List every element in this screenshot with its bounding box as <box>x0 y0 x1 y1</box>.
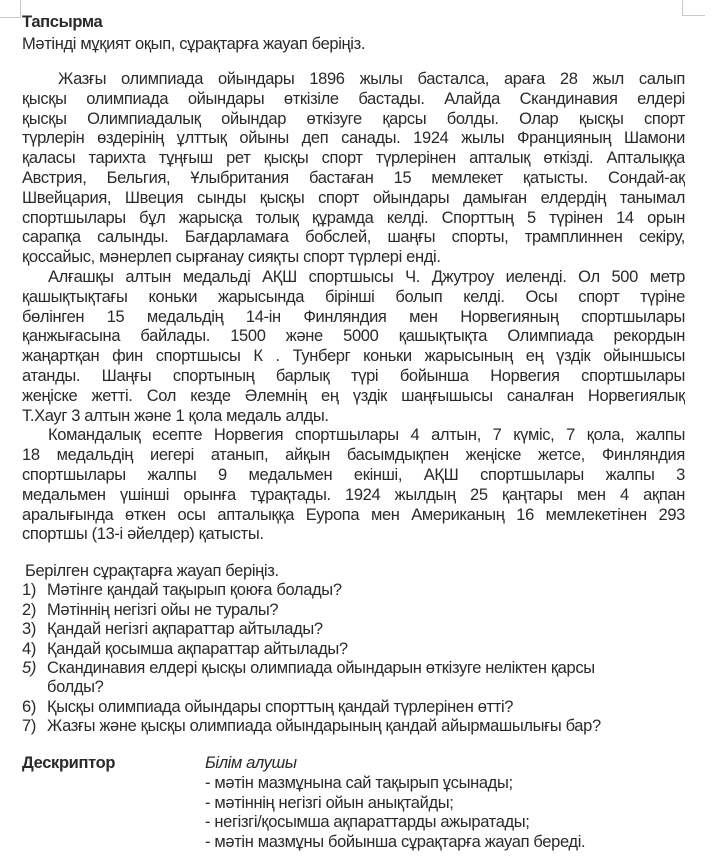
paragraph-line: бөлінген 15 медальдің 14-ін Финляндия мен Норвегияның спортшылары <box>22 307 685 326</box>
question-number: 7) <box>22 717 36 736</box>
descriptor-list <box>205 754 585 853</box>
paragraph-line: жаңартқан фин спортшысы К . Тунберг коньки жарысының ең үздік ойыншысы <box>22 347 685 366</box>
question-number: 4) <box>22 639 36 658</box>
paragraph-line: атанды. Шаңғы спортының барлық түрі бойынша Норвегия спортшылары <box>22 366 685 385</box>
task-title: Тапсырма <box>22 13 103 31</box>
question-text-line: Скандинавия елдері қысқы олимпиада ойындарын өткізуге неліктен қарсы <box>47 658 595 677</box>
paragraph-line: қаласы тарихта тұңғыш рет қысқы спорт түрлерінен апталық өткізді. Апталыққа <box>22 149 685 168</box>
question-text <box>47 601 278 620</box>
question-text-line: Мәтіннің негізгі ойы не туралы? <box>47 600 279 619</box>
question-number: 3) <box>22 620 36 639</box>
question-text <box>47 659 595 698</box>
paragraph-line: қанжығасына байлады. 1500 және 5000 қашықтықта Олимпиада рекордын <box>22 327 685 346</box>
paragraph-line: сарапқа салынды. Бағдарламаға бобслей, шаңғы спорты, трамплиннен секіру, <box>22 228 685 247</box>
question-item <box>22 601 702 620</box>
question-text <box>47 581 342 600</box>
question-text-line: Қысқы олимпиада ойындары спорттың қандай түрлерінен өтті? <box>47 697 514 716</box>
paragraph-line: қашықтықтағы коньки жарысында бірінші болып келді. Осы спорт түріне <box>22 287 685 306</box>
question-text <box>47 698 513 717</box>
questions-section <box>22 562 702 737</box>
question-item <box>22 659 702 698</box>
paragraph <box>22 268 685 426</box>
page-corner-mark-right <box>682 0 705 16</box>
question-text <box>47 717 601 736</box>
descriptor-item: - мәтін мазмұны бойынша сұрақтарға жауап береді. <box>205 833 586 852</box>
paragraph-line: спортшы (13-і әйелдер) қатысты. <box>22 525 264 544</box>
paragraph-line: аралығында өткен осы апталыққа Еуропа мен Американың 16 мемлекетінен 293 <box>22 505 685 524</box>
questions-intro: Берілген сұрақтарға жауап беріңіз. <box>25 562 279 580</box>
paragraph-line: спортшылары бұл жарысқа толық құрамда келді. Спорттың 5 түрінен 14 орын <box>22 208 685 227</box>
question-text <box>47 640 348 659</box>
question-text-line: Мәтінге қандай тақырып қоюға болады? <box>47 581 342 600</box>
question-number: 2) <box>22 600 36 619</box>
question-item <box>22 640 702 659</box>
reading-passage <box>22 70 685 545</box>
paragraph-line: қысқы Олимпиадалық ойындар өткізуге қарсы болды. Олар қысқы спорт <box>22 109 685 128</box>
questions-list <box>22 581 702 736</box>
descriptor-subject: Білім алушы <box>205 754 297 772</box>
paragraph-line: Алғашқы алтын медальді АҚШ спортшысы Ч. Джутроу иеленді. Ол 500 метр <box>48 267 685 286</box>
paragraph-line: Жазғы олимпиада ойындары 1896 жылы басталса, араға 28 жыл салып <box>58 70 685 88</box>
paragraph-line: 18 медальдің иегері атанып, айқын басымдықпен жеңіске жетсе, Финляндия <box>22 446 685 465</box>
descriptor-item: - негізгі/қосымша ақпараттарды ажыратады; <box>205 813 530 832</box>
question-text-line: болды? <box>47 678 104 697</box>
question-item <box>22 717 702 736</box>
question-item <box>22 581 702 600</box>
paragraph-line: қоссайыс, мәнерлеп сырғанау сияқты спорт түрлері енді. <box>22 248 441 267</box>
question-text-line: Қандай негізгі ақпараттар айтылады? <box>47 620 323 639</box>
paragraph <box>22 70 685 268</box>
descriptor-item: - мәтін мазмұнына сай тақырып ұсынады; <box>205 773 513 792</box>
paragraph-line: қысқы олимпиада ойындары өткізіле бастады. Алайда Скандинавия елдері <box>22 89 685 108</box>
question-text-line: Қандай қосымша ақпараттар айтылады? <box>47 639 348 658</box>
paragraph-line: Швейцария, Швеция сынды қысқы спорт ойындары дамыған елдердің танымал <box>22 188 685 207</box>
question-item <box>22 698 702 717</box>
descriptor-item: - мәтіннің негізгі ойын анықтайды; <box>205 793 454 812</box>
question-text-line: Жазғы және қысқы олимпиада ойындарының қандай айырмашылығы бар? <box>47 717 601 736</box>
question-item <box>22 620 702 639</box>
question-number: 6) <box>22 697 36 716</box>
question-number: 5) <box>22 658 36 677</box>
page-corner-mark-left <box>0 0 21 18</box>
paragraph <box>22 426 685 545</box>
question-text <box>47 620 323 639</box>
paragraph-line: жеңіске жетті. Сол кезде Әлемнің ең үздік шаңғышысы саналған Норвегиялық <box>22 386 685 405</box>
task-instruction: Мәтінді мұқият оқып, сұрақтарға жауап беріңіз. <box>22 35 366 53</box>
paragraph-line: медальмен үшінші орынға тұрақтады. 1924 жылдың 25 қаңтары мен 4 ақпан <box>22 485 685 504</box>
paragraph-line: спортшылары жалпы 9 медальмен екінші, АҚШ спортшылары жалпы 3 <box>22 465 685 484</box>
paragraph-line: Командалық есепте Норвегия спортшылары 4 алтын, 7 күміс, 7 қола, жалпы <box>48 426 685 445</box>
paragraph-line: Австрия, Бельгия, Ұлыбритания бастаған 15 мемлекет қатысты. Сондай-ақ <box>22 168 685 187</box>
question-number: 1) <box>22 581 36 600</box>
task-header <box>22 11 685 55</box>
descriptor-label: Дескриптор <box>22 754 116 772</box>
paragraph-line: Т.Хауг 3 алтын және 1 қола медаль алды. <box>22 406 329 425</box>
paragraph-line: түрлерін өздерінің ұлттық ойыны деп санады. 1924 жылы Францияның Шамони <box>22 129 685 148</box>
